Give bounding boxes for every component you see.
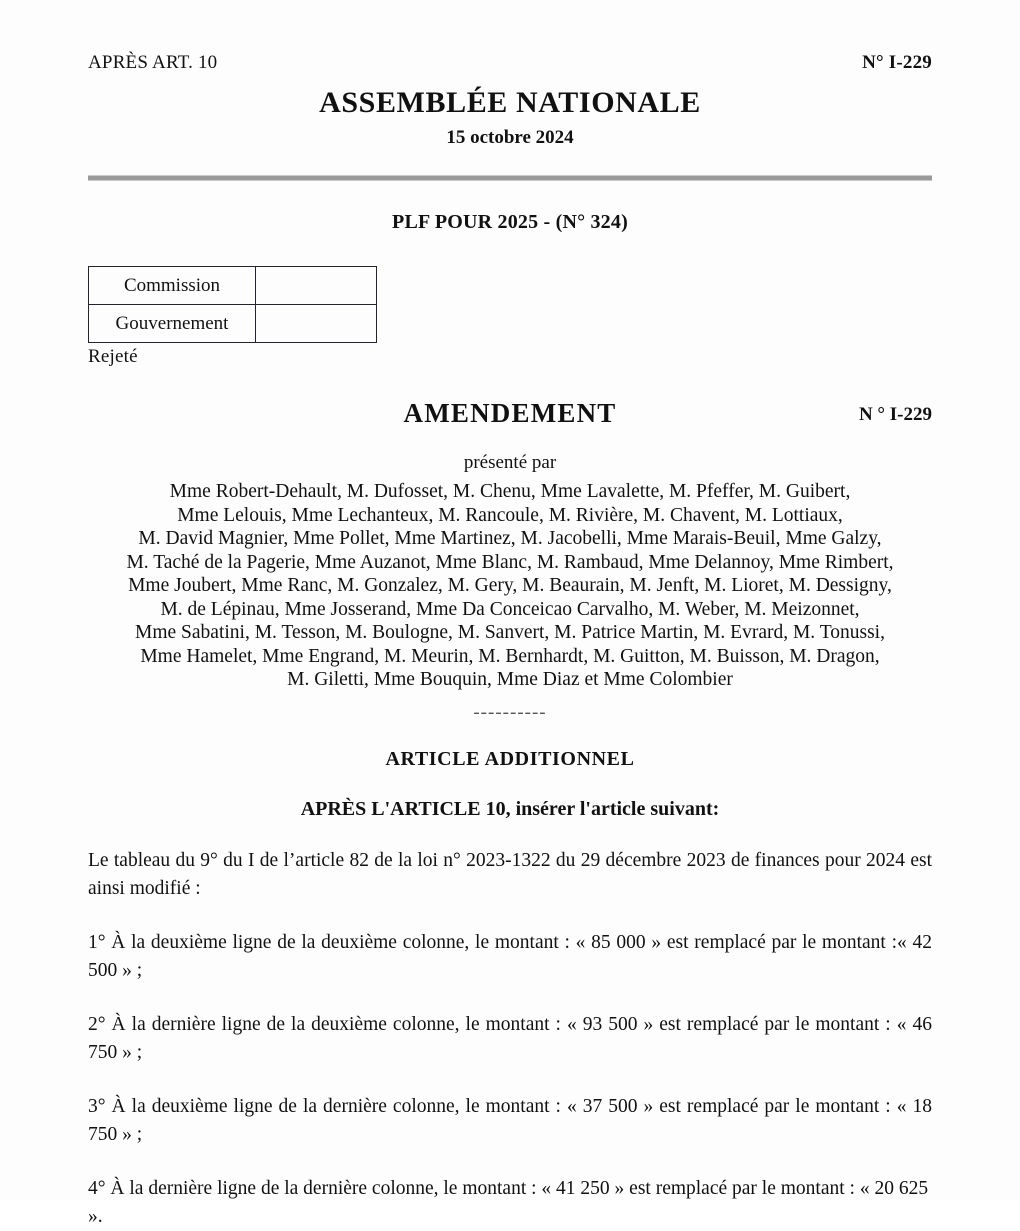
institution-title: ASSEMBLÉE NATIONALE	[319, 86, 701, 119]
table-row	[89, 267, 377, 305]
list-item: M. de Lépinau, Mme Josserand, Mme Da Conceicao Carvalho, M. Weber, M. Meizonnet,	[160, 598, 860, 620]
document-header	[88, 0, 932, 74]
list-item: Mme Lelouis, Mme Lechanteux, M. Rancoule, M. Rivière, M. Chavent, M. Lottiaux,	[177, 504, 843, 526]
bill-reference: PLF POUR 2025 - (N° 324)	[392, 211, 628, 233]
amendment-number: N ° I-229	[858, 404, 932, 425]
list-item: M. Giletti, Mme Bouquin, Mme Diaz et Mme Colombier	[287, 669, 733, 690]
table-row	[89, 305, 377, 343]
header-article-reference: APRÈS ART. 10	[88, 52, 218, 73]
status-value-commission	[256, 267, 377, 305]
header-amendment-number: N° I-229	[862, 52, 932, 73]
list-item: Mme Hamelet, Mme Engrand, M. Meurin, M. Bernhardt, M. Guitton, M. Buisson, M. Dragon,	[140, 645, 880, 667]
list-item: Mme Joubert, Mme Ranc, M. Gonzalez, M. Gery, M. Beaurain, M. Jenft, M. Lioret, M. Dessigny,	[128, 575, 892, 596]
article-heading: ARTICLE ADDITIONNEL	[385, 747, 635, 770]
signatory-list	[88, 480, 932, 692]
body-intro-paragraph: Le tableau du 9° du I de l’article 82 de la loi n° 2023-1322 du 29 décembre 2023 de finances pour 2024 est ainsi modifié :	[88, 849, 932, 899]
clause-paragraph-3: 3° À la deuxième ligne de la dernière colonne, le montant : « 37 500 » est remplacé par le montant : « 18 750 » ;	[88, 1095, 932, 1145]
status-table	[88, 266, 377, 343]
clause-paragraph-4: 4° À la dernière ligne de la dernière colonne, le montant : « 41 250 » est remplacé par le montant : « 20 625 ».	[88, 1177, 929, 1227]
list-item: M. David Magnier, Mme Pollet, Mme Martinez, M. Jacobelli, Mme Marais-Beuil, Mme Galzy,	[138, 528, 882, 549]
clause-paragraph-1: 1° À la deuxième ligne de la deuxième colonne, le montant : « 85 000 » est remplacé par le montant :« 42 500 » ;	[88, 931, 932, 981]
section-separator: ----------	[473, 701, 547, 723]
list-item: Mme Sabatini, M. Tesson, M. Boulogne, M. Sanvert, M. Patrice Martin, M. Evrard, M. Tonussi,	[135, 622, 885, 643]
list-item: Mme Robert-Dehault, M. Dufosset, M. Chenu, Mme Lavalette, M. Pfeffer, M. Guibert,	[169, 481, 851, 502]
status-value-gouvernement	[256, 305, 377, 343]
page-title: AMENDEMENT	[403, 398, 617, 428]
presented-by-label: présenté par	[463, 452, 557, 473]
article-subheading: APRÈS L'ARTICLE 10, insérer l'article suivant:	[300, 797, 720, 820]
list-item: M. Taché de la Pagerie, Mme Auzanot, Mme Blanc, M. Rambaud, Mme Delannoy, Mme Rimbert,	[126, 551, 894, 573]
status-label-gouvernement: Gouvernement	[89, 305, 256, 343]
clause-paragraph-2: 2° À la dernière ligne de la deuxième colonne, le montant : « 93 500 » est remplacé par le montant : « 46 750 » ;	[88, 1013, 932, 1063]
status-label-commission: Commission	[89, 267, 256, 305]
amendment-title-row	[88, 398, 932, 434]
decision-status: Rejeté	[88, 346, 138, 367]
document-date: 15 octobre 2024	[446, 127, 574, 148]
amendment-body	[88, 847, 932, 1231]
header-divider	[88, 175, 932, 181]
